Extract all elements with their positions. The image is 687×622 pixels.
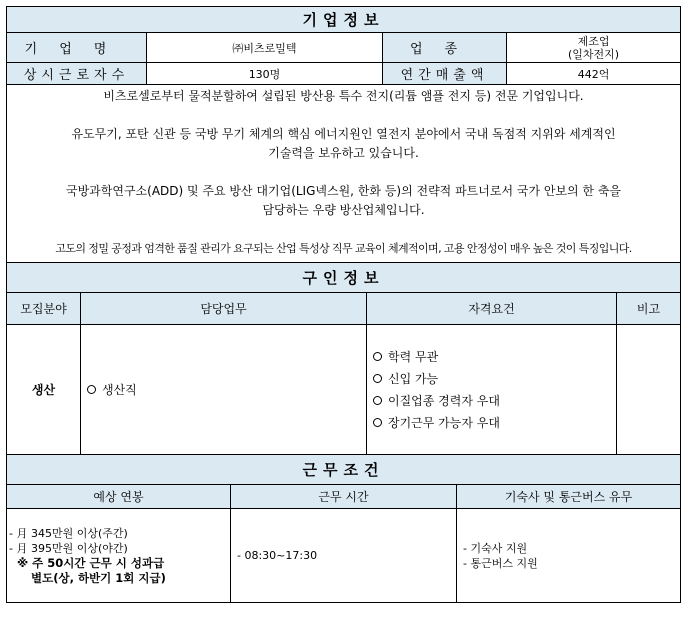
field-header: 모집분야 (7, 293, 81, 325)
company-name-label: 기업명 (7, 33, 147, 63)
description-gap (7, 220, 680, 239)
dorm-bus-line: - 통근버스 지원 (463, 556, 538, 570)
industry-label: 업종 (383, 33, 507, 63)
sales-label: 연간매출액 (383, 63, 507, 85)
industry-value-line2: (일차전지) (567, 47, 620, 61)
salary-list (9, 526, 226, 586)
duty-cell (81, 325, 367, 455)
qualification-cell (367, 325, 617, 455)
field-value: 생산 (7, 325, 81, 455)
salary-note: ※ 주 50시간 근무 시 성과급 (17, 555, 165, 570)
circle-bullet-icon (373, 374, 382, 383)
description-line: 유도무기, 포탄 신관 등 국방 무기 체계의 핵심 에너지원인 열전지 분야에서 국내 독점적 지위와 세계적인 (71, 127, 616, 141)
sales-value: 442억 (507, 63, 681, 85)
industry-value-line1: 제조업 (577, 34, 610, 48)
industry-value (507, 33, 681, 63)
qualification-list (373, 346, 612, 434)
company-description (7, 85, 681, 263)
qualification-text: 학력 무관 (388, 349, 439, 364)
salary-line: - 月 395만원 이상(야간) (9, 541, 128, 555)
company-info-table (6, 6, 681, 263)
salary-line: - 月 345만원 이상(주간) (9, 526, 128, 540)
recruit-section-title: 구인정보 (7, 263, 681, 293)
job-posting-sheet (6, 6, 680, 603)
conditions-section-title: 근무조건 (7, 455, 681, 485)
qualification-header: 자격요건 (367, 293, 617, 325)
list-item (373, 390, 612, 412)
dorm-bus-header: 기숙사 및 통근버스 유무 (457, 485, 681, 509)
description-gap (7, 106, 680, 125)
company-name-value: ㈜비츠로밀텍 (147, 33, 383, 63)
circle-bullet-icon (373, 352, 382, 361)
hours-value: - 08:30~17:30 (231, 509, 457, 603)
list-item (373, 412, 612, 434)
description-line: 비츠로셀로부터 물적분할하여 설립된 방산용 특수 전지(리튬 앰플 전지 등) 전문 기업입니다. (103, 89, 584, 103)
hours-header: 근무 시간 (231, 485, 457, 509)
salary-note: 별도(상, 하반기 1회 지급) (31, 570, 166, 585)
qualification-text: 신입 가능 (388, 371, 439, 386)
circle-bullet-icon (87, 385, 96, 394)
note-value (617, 325, 681, 455)
circle-bullet-icon (373, 418, 382, 427)
salary-header: 예상 연봉 (7, 485, 231, 509)
company-section-title: 기업정보 (7, 7, 681, 33)
dorm-bus-list (463, 541, 676, 571)
description-gap (7, 163, 680, 182)
conditions-table (6, 454, 681, 603)
description-line: 담당하는 우량 방산업체입니다. (262, 203, 425, 217)
description-line: 기술력을 보유하고 있습니다. (268, 146, 419, 160)
duty-value: 생산직 (102, 383, 137, 397)
recruit-info-table (6, 262, 681, 455)
list-item (373, 346, 612, 368)
dorm-bus-cell (457, 509, 681, 603)
description-line: 국방과학연구소(ADD) 및 주요 방산 대기업(LIG넥스원, 한화 등)의 전략적 파트너로서 국가 안보의 한 축을 (66, 184, 622, 198)
list-item (373, 368, 612, 390)
qualification-text: 장기근무 가능자 우대 (388, 415, 500, 430)
salary-cell (7, 509, 231, 603)
dorm-bus-line: - 기숙사 지원 (463, 541, 528, 555)
employees-value: 130명 (147, 63, 383, 85)
qualification-text: 이질업종 경력자 우대 (388, 393, 500, 408)
circle-bullet-icon (373, 396, 382, 405)
duty-header: 담당업무 (81, 293, 367, 325)
employees-label: 상시근로자수 (7, 63, 147, 85)
note-header: 비고 (617, 293, 681, 325)
description-line: 고도의 정밀 공정과 엄격한 품질 관리가 요구되는 산업 특성상 직무 교육이 체계적이며, 고용 안정성이 매우 높은 것이 특징입니다. (55, 242, 632, 255)
